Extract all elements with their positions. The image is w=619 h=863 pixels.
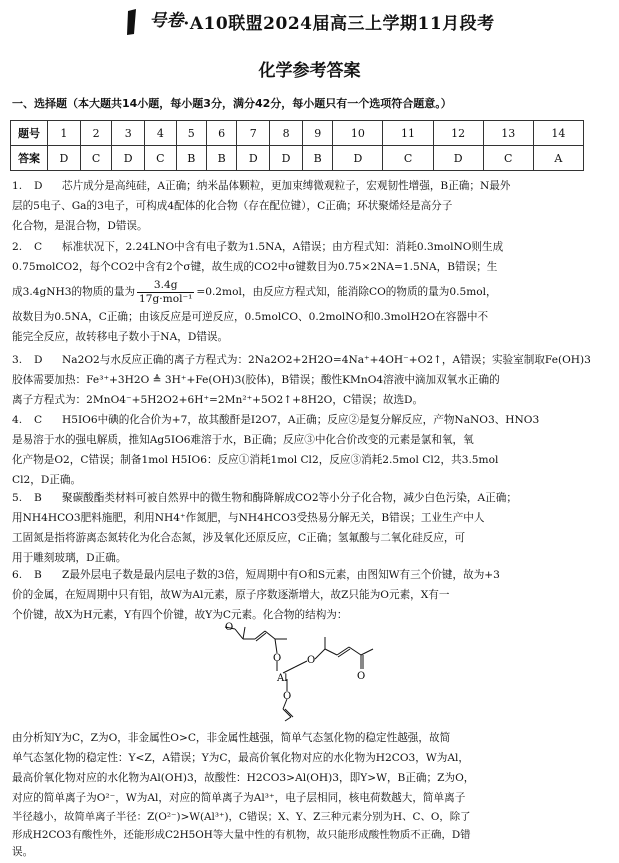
q-text: 离子方程式为：2MnO4⁻+5H2O2+6H⁺=2Mn²⁺+5O2↑+8H2O，C错误；故选D。 xyxy=(12,394,424,406)
answer-title: 化学参考答案 xyxy=(258,61,361,81)
q-answer: B xyxy=(34,569,42,581)
q-answer: C xyxy=(34,241,43,253)
q-text: 价的金属，在短周期中只有铝，故W为Al元素，原子序数逐渐增大，故Z只能为O元素，X有一 xyxy=(12,589,450,601)
q-answer: C xyxy=(34,414,43,426)
q-text: 形成H2CO3有酸性外，还能形成C2H5OH等大量中性的有机物，故只能形成酸性物质不正确，D错 xyxy=(12,829,471,841)
question-6-analysis xyxy=(12,728,596,808)
table-cell: 3 xyxy=(112,121,145,146)
oxygen-label: O xyxy=(273,653,282,664)
table-cell: D xyxy=(433,146,483,171)
q-answer: D xyxy=(34,180,43,192)
table-cell: B xyxy=(303,146,333,171)
q-text: Na2O2与水反应正确的离子方程式为：2Na2O2+2H2O=4Na⁺+4OH⁻+O2↑，A错误；实验室制取Fe(OH)3 xyxy=(62,354,591,366)
oxygen-label: O xyxy=(225,622,234,633)
question-6-analysis-cont xyxy=(12,808,596,844)
q-text: 误。 xyxy=(12,846,34,858)
table-cell: 14 xyxy=(533,121,583,146)
question-1 xyxy=(12,176,596,236)
table-cell: 12 xyxy=(433,121,483,146)
table-cell: D xyxy=(48,146,81,171)
table-cell: 1 xyxy=(48,121,81,146)
header xyxy=(0,6,619,36)
q-number: 6. xyxy=(12,569,23,581)
oxygen-label: O xyxy=(357,671,366,682)
q-text: 单气态氢化物的稳定性：Y<Z，A错误；Y为C，最高价氧化物对应的水化物为H2CO3，W为Al， xyxy=(12,752,470,764)
table-cell: C xyxy=(383,146,433,171)
fraction-denominator: 17g·mol⁻¹ xyxy=(139,292,193,305)
q-text: 最高价氧化物对应的水化物为Al(OH)3，故酸性：H2CO3>Al(OH)3，即Y>W，B正确；Z为O， xyxy=(12,772,475,784)
q-text: 用于雕刻玻璃，D正确。 xyxy=(12,552,127,564)
table-cell: D xyxy=(333,146,383,171)
oxygen-label: O xyxy=(283,691,292,702)
q-text: 能完全反应，故转移电子数小于NA，D错误。 xyxy=(12,331,229,343)
table-cell: 4 xyxy=(145,121,176,146)
table-cell: 5 xyxy=(176,121,206,146)
q-text: Cl2，D正确。 xyxy=(12,474,82,486)
q-text: 工固氮是指将游离态氮转化为化合态氮，涉及氧化还原反应，C正确；氢氟酸与二氧化硅反应，可 xyxy=(12,532,466,544)
table-cell: C xyxy=(145,146,176,171)
exam-title: ·A10联盟2024届高三上学期11月段考 xyxy=(183,14,495,34)
q-text: 是易溶于水的强电解质，推知Ag5IO6难溶于水，B正确；反应③中化合价改变的元素是氯和氧，氧 xyxy=(12,434,474,446)
table-row-answers xyxy=(11,146,584,171)
q-text: 成3.4gNH3的物质的量为 xyxy=(12,286,136,298)
table-cell: B xyxy=(176,146,206,171)
section-heading: 一、选择题（本大题共14小题，每小题3分，满分42分，每小题只有一个选项符合题意。） xyxy=(12,97,452,110)
fraction xyxy=(137,279,194,306)
q-text: 由分析知Y为C，Z为O，非金属性O>C，非金属性越强，简单气态氢化物的稳定性越强，故简 xyxy=(12,732,451,744)
row-label-answer: 答案 xyxy=(11,146,48,171)
fraction-numerator: 3.4g xyxy=(137,279,194,293)
q-text: H5IO6中碘的化合价为+7，故其酸酐是I2O7，A正确；反应②是复分解反应，产物NaNO3、HNO3 xyxy=(62,414,540,426)
q-answer: D xyxy=(34,354,43,366)
q-text: 对应的简单离子为O²⁻，W为Al，对应的简单离子为Al³⁺，电子层相同，核电荷数越大，简单离子 xyxy=(12,792,466,804)
oxygen-label: O xyxy=(307,655,316,666)
q-text: 0.75molCO2，每个CO2中含有2个σ键，故生成的CO2中σ键数目为0.75×2NA=1.5NA，B错误；生 xyxy=(12,261,498,273)
q-number: 5. xyxy=(12,492,23,504)
row-label-number: 题号 xyxy=(11,121,48,146)
question-3 xyxy=(12,350,596,410)
table-cell: C xyxy=(483,146,533,171)
q-text: 标准状况下，2.24LNO中含有电子数为1.5NA，A错误；由方程式知：消耗0.3molNO则生成 xyxy=(62,241,504,253)
q-text: 个价键，故X为H元素，Y有四个价键，故Y为C元素。化合物的结构为： xyxy=(12,609,348,621)
question-6 xyxy=(12,565,596,625)
table-cell: 6 xyxy=(206,121,236,146)
q-number: 2. xyxy=(12,241,23,253)
table-cell: 9 xyxy=(303,121,333,146)
q-number: 4. xyxy=(12,414,23,426)
table-cell: D xyxy=(237,146,270,171)
table-cell: 8 xyxy=(270,121,303,146)
q-number: 3. xyxy=(12,354,23,366)
q-text: 聚碳酸酯类材料可被自然界中的微生物和酶降解成CO2等小分子化合物，减少白色污染，A正确； xyxy=(62,492,517,504)
q-text: 胶体需要加热：Fe³⁺+3H2O ≜ 3H⁺+Fe(OH)3(胶体)，B错误；酸性KMnO4溶液中滴加双氧水正确的 xyxy=(12,374,500,386)
q-text: =0.2mol，由反应方程式知，能消除CO的物质的量为0.5mol， xyxy=(196,286,497,298)
q-text: Z最外层电子数是最内层电子数的3倍，短周期中有O和S元素，由图知W有三个价键，故为+3 xyxy=(62,569,500,581)
q-answer: B xyxy=(34,492,42,504)
question-2 xyxy=(12,237,596,347)
molecule-structure-diagram xyxy=(215,617,395,722)
table-row-numbers xyxy=(11,121,584,146)
table-cell: C xyxy=(80,146,111,171)
table-cell: 7 xyxy=(237,121,270,146)
q-text: 半径越小，故简单离子半径：Z(O²⁻)>W(Al³⁺)，C错误；X、Y、Z三种元素分别为H、C、O，除了 xyxy=(12,811,471,823)
q-text: 故数目为0.5NA，C正确；由该反应是可逆反应，0.5molCO、0.2molNO和0.3molH2O在容器中不 xyxy=(12,311,489,323)
question-4 xyxy=(12,410,596,490)
table-cell: B xyxy=(206,146,236,171)
q-number: 1. xyxy=(12,180,23,192)
table-cell: A xyxy=(533,146,583,171)
q-text: 化产物是O2，C错误；制备1mol H5IO6：反应①消耗1mol Cl2，反应③消耗2.5mol Cl2，共3.5mol xyxy=(12,454,499,466)
table-cell: D xyxy=(112,146,145,171)
table-cell: 11 xyxy=(383,121,433,146)
brand-name: 号卷 xyxy=(149,11,184,31)
q-text: 用NH4HCO3肥料施肥，利用NH4⁺作氮肥，与NH4HCO3受热易分解无关，B错误；工业生产中人 xyxy=(12,512,485,524)
q-text: 层的5电子、Ga的3电子，可构成4配体的化合物（存在配位键），C正确；环状聚烯烃是高分子 xyxy=(12,200,453,212)
q-text: 化合物，是混合物，D错误。 xyxy=(12,220,148,232)
brand-logo xyxy=(124,8,142,36)
question-5 xyxy=(12,488,596,568)
table-cell: 13 xyxy=(483,121,533,146)
table-cell: D xyxy=(270,146,303,171)
question-6-analysis-end xyxy=(12,845,596,859)
q-text: 芯片成分是高纯硅，A正确；纳米晶体颗粒，更加束缚微观粒子，宏观韧性增强，B正确；N最外 xyxy=(62,180,511,192)
answer-table xyxy=(10,120,584,171)
table-cell: 10 xyxy=(333,121,383,146)
aluminum-label: Al xyxy=(277,673,288,684)
table-cell: 2 xyxy=(80,121,111,146)
